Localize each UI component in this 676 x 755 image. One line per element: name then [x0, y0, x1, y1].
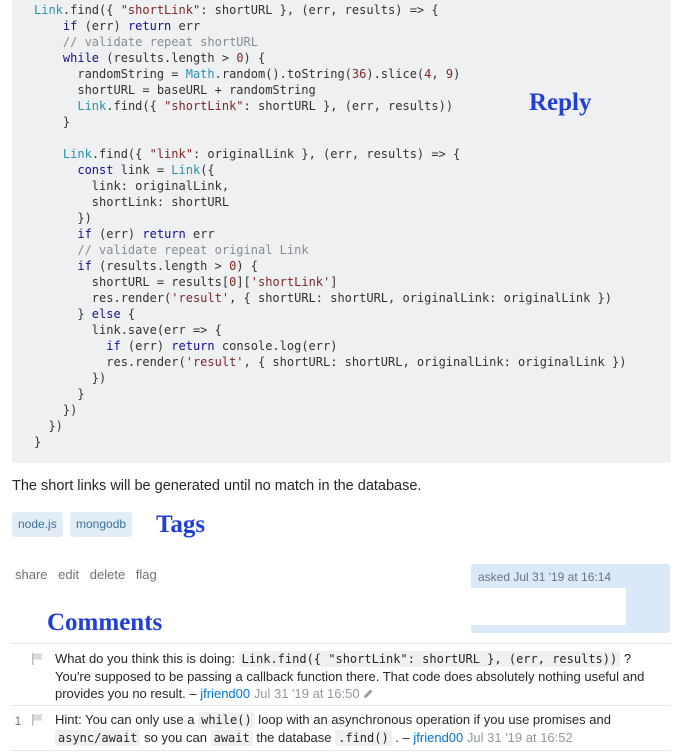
code-line — [34, 274, 671, 290]
code-line — [34, 354, 671, 370]
comment-divider — [12, 705, 671, 706]
code-line — [34, 242, 671, 258]
code-token: if — [106, 339, 121, 353]
code-line — [34, 386, 671, 402]
code-token: res.render( — [34, 291, 172, 305]
code-line — [34, 418, 671, 434]
comment-user-link[interactable]: jfriend00 — [413, 730, 464, 745]
comment-text: ? You're supposed to be passing a callback function there. That code does absolutely nothing useful and provides you no result. – — [55, 651, 645, 701]
code-token: 4 — [424, 67, 432, 81]
code-token: shortURL = baseURL + randomString — [34, 83, 316, 97]
code-token: "shortLink" — [164, 99, 244, 113]
code-token: }) — [34, 403, 78, 417]
code-token: ) { — [243, 51, 266, 65]
comment-divider — [12, 750, 671, 751]
code-line — [34, 226, 671, 242]
code-token: Link — [171, 163, 201, 177]
code-token: } — [34, 115, 71, 129]
code-token: if — [77, 227, 92, 241]
code-token — [34, 163, 77, 177]
code-token: (err) — [91, 227, 143, 241]
code-token: // validate repeat original Link — [77, 243, 309, 257]
code-token: ) { — [236, 259, 259, 273]
code-token: 0 — [236, 51, 244, 65]
code-line — [34, 434, 671, 450]
edit-link[interactable]: edit — [58, 567, 80, 582]
code-token: link: originalLink, — [34, 179, 230, 193]
code-token: .random().toString( — [214, 67, 352, 81]
code-token — [34, 99, 77, 113]
code-token: }) — [34, 419, 63, 433]
code-token: ) — [453, 67, 461, 81]
code-token: ] — [330, 275, 338, 289]
comment-code: Link.find({ "shortLink": shortURL }, (err, results)) — [239, 651, 621, 667]
post-menu — [15, 567, 164, 582]
flag-link[interactable]: flag — [135, 567, 157, 582]
comment-text: loop with an asynchronous operation if you use promises and — [254, 712, 611, 727]
code-token: : shortURL }, (err, results) => { — [200, 3, 439, 17]
code-token: link.save(err => { — [34, 323, 222, 337]
code-token — [34, 19, 63, 33]
code-token: (err) — [120, 339, 172, 353]
code-token: , { shortURL: shortURL, originalLink: originalLink }) — [243, 355, 627, 369]
comment-score: 1 — [14, 714, 22, 728]
code-token: err — [185, 227, 215, 241]
code-line — [34, 194, 671, 210]
code-token: 0 — [229, 275, 237, 289]
code-line — [34, 146, 671, 162]
code-token: 9 — [445, 67, 454, 81]
code-token: link = — [113, 163, 172, 177]
code-token: } — [34, 307, 92, 321]
code-token: return — [171, 339, 215, 353]
code-line — [34, 210, 671, 226]
comment-date[interactable]: Jul 31 '19 at 16:50 — [253, 686, 360, 701]
code-line — [34, 50, 671, 66]
code-token: .find({ — [62, 3, 121, 17]
code-token: err — [171, 19, 201, 33]
code-token: ][ — [236, 275, 251, 289]
code-token: return — [142, 227, 186, 241]
code-token: : originalLink }, (err, results) => { — [192, 147, 461, 161]
code-token: }) — [34, 211, 92, 225]
code-token — [34, 227, 77, 241]
code-token: 0 — [229, 259, 237, 273]
code-token: Math — [185, 67, 215, 81]
comment-date[interactable]: Jul 31 '19 at 16:52 — [466, 730, 573, 745]
comment-user-link[interactable]: jfriend00 — [200, 686, 251, 701]
comment-code: .find() — [335, 730, 392, 746]
tag-mongodb[interactable]: mongodb — [70, 512, 132, 537]
code-line — [34, 402, 671, 418]
comment-text: Hint: You can only use a — [55, 712, 199, 727]
code-token: ).slice( — [366, 67, 425, 81]
code-token: , — [431, 67, 446, 81]
code-token: if — [62, 19, 78, 33]
code-token: 'result' — [185, 355, 244, 369]
code-line — [34, 18, 671, 34]
code-block — [12, 0, 671, 463]
comment-code: await — [211, 730, 253, 746]
code-token: randomString = — [34, 67, 186, 81]
code-line — [34, 306, 671, 322]
code-line — [34, 130, 671, 146]
code-token: { — [120, 307, 136, 321]
code-token: const — [77, 163, 114, 177]
code-token: (results.length > — [91, 259, 230, 273]
code-token: while — [62, 51, 100, 65]
comment-code: while() — [198, 712, 255, 728]
code-line — [34, 2, 671, 18]
code-token: .find({ — [106, 99, 165, 113]
code-token — [34, 243, 77, 257]
tag-nodejs[interactable]: node.js — [12, 512, 63, 537]
comments-divider — [12, 643, 671, 644]
post-text: The short links will be generated until no match in the database. — [12, 478, 422, 494]
code-token — [34, 339, 106, 353]
code-token: Link — [77, 99, 107, 113]
code-token: if — [77, 259, 92, 273]
asked-card — [471, 564, 670, 633]
share-link[interactable]: share — [15, 567, 48, 582]
code-token: Link — [62, 147, 92, 161]
comment-code: async/await — [55, 730, 140, 746]
flag-icon[interactable] — [31, 652, 45, 666]
code-token: else — [91, 307, 121, 321]
code-token: "shortLink" — [120, 3, 201, 17]
code-token: console.log(err) — [214, 339, 338, 353]
reply-label: Reply — [529, 89, 592, 116]
code-line — [34, 66, 671, 82]
comment-body — [55, 650, 667, 702]
code-token: , { shortURL: shortURL, originalLink: originalLink }) — [229, 291, 612, 305]
comment-text: . – — [391, 730, 414, 745]
tags-label: Tags — [156, 511, 206, 538]
code-token — [34, 147, 63, 161]
code-token — [34, 35, 63, 49]
user-card-area — [471, 588, 626, 625]
code-token: res.render( — [34, 355, 186, 369]
code-token: shortLink: shortURL — [34, 195, 230, 209]
comment-text: the database — [252, 730, 336, 745]
comment-text: so you can — [140, 730, 211, 745]
edit-pencil-icon[interactable] — [363, 688, 374, 699]
code-token: } — [34, 387, 85, 401]
code-line — [34, 370, 671, 386]
code-token: : shortURL }, (err, results)) — [243, 99, 454, 113]
comment-text: What do you think this is doing: — [55, 651, 239, 666]
code-line — [34, 178, 671, 194]
code-token — [34, 51, 63, 65]
code-token: (results.length > — [99, 51, 237, 65]
code-token: Link — [34, 3, 63, 17]
flag-icon[interactable] — [31, 713, 45, 727]
code-token: 'shortLink' — [250, 275, 331, 289]
delete-link[interactable]: delete — [89, 567, 126, 582]
code-token: }) — [34, 371, 107, 385]
code-line — [34, 34, 671, 50]
code-line — [34, 162, 671, 178]
code-token: // validate repeat shortURL — [62, 35, 258, 49]
code-line — [34, 258, 671, 274]
asked-timestamp: asked Jul 31 '19 at 16:14 — [478, 570, 612, 584]
code-token: ({ — [200, 163, 215, 177]
code-token — [34, 259, 77, 273]
code-token: } — [34, 435, 42, 449]
code-token: 'result' — [171, 291, 230, 305]
code-line — [34, 322, 671, 338]
code-token: shortURL = results[ — [34, 275, 230, 289]
comments-label: Comments — [47, 609, 163, 636]
code-line — [34, 290, 671, 306]
comment-body — [55, 711, 667, 747]
code-token: 36 — [351, 67, 367, 81]
code-token: (err) — [77, 19, 128, 33]
code-line — [34, 338, 671, 354]
code-token: return — [127, 19, 172, 33]
code-token: "link" — [149, 147, 193, 161]
code-token: .find({ — [91, 147, 150, 161]
